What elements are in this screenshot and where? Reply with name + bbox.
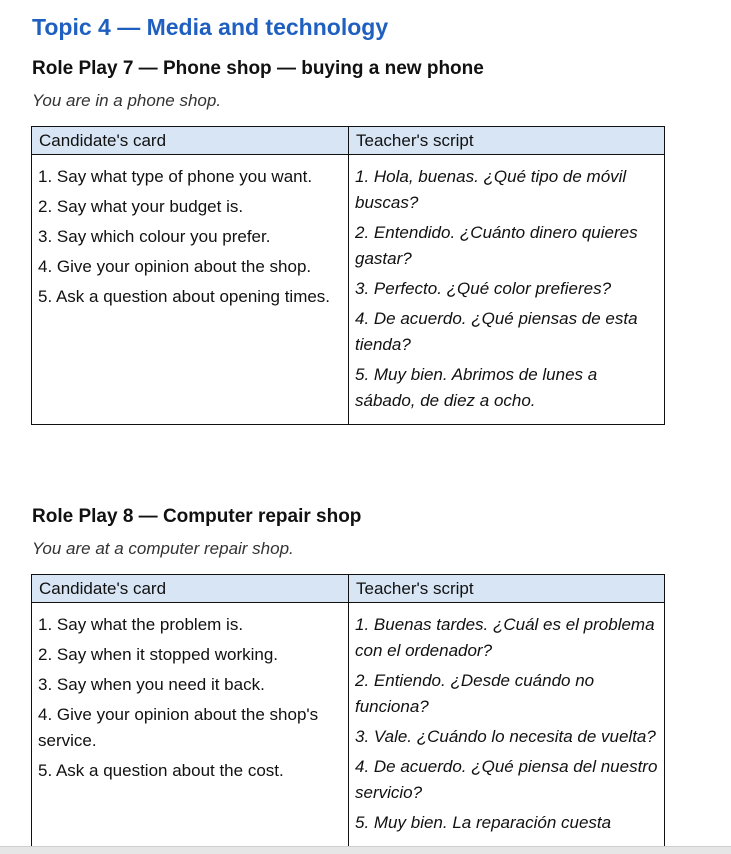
role-play-7-title: Role Play 7 — Phone shop — buying a new phone <box>32 58 484 79</box>
role-play-7-table <box>31 126 665 425</box>
table-row <box>32 155 665 425</box>
list-item: 5. Muy bien. La reparación cuesta <box>355 813 612 832</box>
list-item: 3. Perfecto. ¿Qué color prefieres? <box>355 279 612 298</box>
table-header-row <box>32 127 665 155</box>
list-item: 3. Say when you need it back. <box>38 675 265 694</box>
list-item: 4. Give your opinion about the shop's service. <box>38 705 319 750</box>
teacher-script-cell <box>349 603 665 854</box>
list-item: 2. Say when it stopped working. <box>38 645 279 664</box>
list-item: 3. Vale. ¿Cuándo lo necesita de vuelta? <box>355 727 656 746</box>
list-item: 5. Muy bien. Abrimos de lunes a sábado, de diez a ocho. <box>355 365 598 410</box>
list-item: 3. Say which colour you prefer. <box>38 227 271 246</box>
list-item: 1. Buenas tardes. ¿Cuál es el problema con el ordenador? <box>355 615 655 660</box>
table-row <box>32 603 665 854</box>
role-play-8-intro: You are at a computer repair shop. <box>32 539 294 558</box>
candidate-card-cell <box>32 603 349 854</box>
list-item: 2. Say what your budget is. <box>38 197 244 216</box>
role-play-7-intro: You are in a phone shop. <box>32 91 222 110</box>
list-item: 5. Ask a question about opening times. <box>38 287 331 306</box>
list-item: 5. Ask a question about the cost. <box>38 761 284 780</box>
role-play-8-table <box>31 574 665 854</box>
candidate-card-header: Candidate's card <box>32 575 349 603</box>
role-play-8-title: Role Play 8 — Computer repair shop <box>32 506 362 527</box>
candidate-card-header: Candidate's card <box>32 127 349 155</box>
list-item: 2. Entiendo. ¿Desde cuándo no funciona? <box>355 671 595 716</box>
list-item: 4. De acuerdo. ¿Qué piensa del nuestro servicio? <box>355 757 658 802</box>
candidate-card-cell <box>32 155 349 425</box>
horizontal-scrollbar[interactable] <box>0 846 731 854</box>
topic-title: Topic 4 — Media and technology <box>32 14 389 40</box>
list-item: 4. Give your opinion about the shop. <box>38 257 312 276</box>
list-item: 1. Hola, buenas. ¿Qué tipo de móvil buscas? <box>355 167 627 212</box>
teacher-script-cell <box>349 155 665 425</box>
list-item: 1. Say what the problem is. <box>38 615 244 634</box>
list-item: 1. Say what type of phone you want. <box>38 167 313 186</box>
list-item: 4. De acuerdo. ¿Qué piensas de esta tienda? <box>355 309 638 354</box>
teacher-script-header: Teacher's script <box>349 575 665 603</box>
table-header-row <box>32 575 665 603</box>
list-item: 2. Entendido. ¿Cuánto dinero quieres gastar? <box>355 223 638 268</box>
teacher-script-header: Teacher's script <box>349 127 665 155</box>
